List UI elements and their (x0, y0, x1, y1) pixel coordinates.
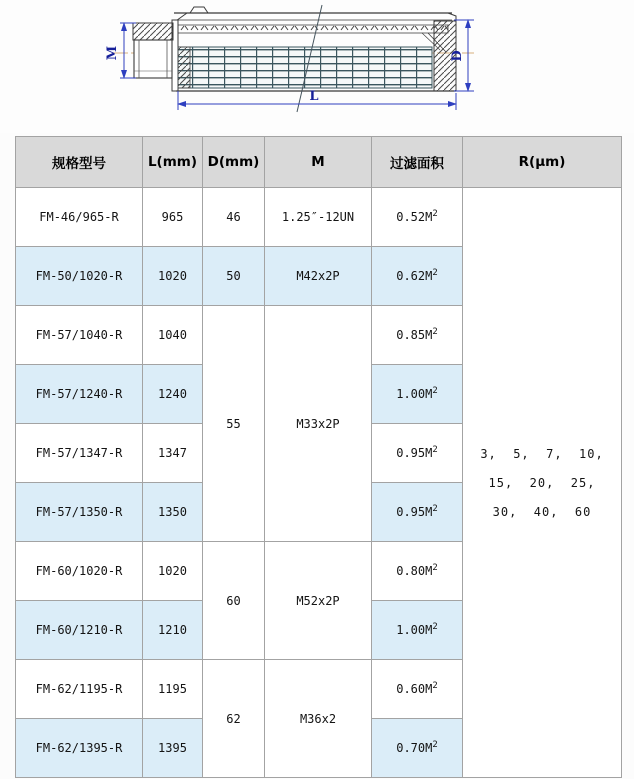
area-cell: $1.00M^2$ (372, 365, 463, 424)
perforated-band (174, 25, 448, 33)
header-l: L(mm) (143, 137, 203, 188)
header-area: 过滤面积 (372, 137, 463, 188)
model-cell: FM-57/1240-R (16, 365, 143, 424)
m-cell: M36x2 (265, 660, 372, 778)
model-cell: FM-62/1395-R (16, 719, 143, 778)
header-row (16, 137, 622, 188)
area-cell: $0.95M^2$ (372, 483, 463, 542)
r-line-2: 15, 20, 25, (488, 475, 596, 490)
area-cell: $0.62M^2$ (372, 247, 463, 306)
l-cell: 1240 (143, 365, 203, 424)
m-cell: M33x2P (265, 306, 372, 542)
area-cell: $0.70M^2$ (372, 719, 463, 778)
r-line-3: 30, 40, 60 (492, 504, 592, 519)
d-cell: 46 (203, 188, 265, 247)
l-cell: 1350 (143, 483, 203, 542)
area-cell: $0.80M^2$ (372, 542, 463, 601)
header-d: D(mm) (203, 137, 265, 188)
m-cell: 1.25″-12UN (265, 188, 372, 247)
m-cell: M52x2P (265, 542, 372, 660)
table-row (16, 188, 622, 247)
filter-element-drawing (0, 0, 634, 133)
outer-shell (173, 7, 456, 23)
model-cell: FM-60/1210-R (16, 601, 143, 660)
d-cell: 62 (203, 660, 265, 778)
l-cell: 965 (143, 188, 203, 247)
model-cell: FM-57/1347-R (16, 424, 143, 483)
l-cell: 1040 (143, 306, 203, 365)
model-cell: FM-60/1020-R (16, 542, 143, 601)
l-cell: 1195 (143, 660, 203, 719)
area-cell: $0.52M^2$ (372, 188, 463, 247)
header-model: 规格型号 (16, 137, 143, 188)
dim-label-d: D (450, 50, 465, 62)
l-cell: 1020 (143, 542, 203, 601)
l-cell: 1347 (143, 424, 203, 483)
thread-fitting (133, 23, 173, 78)
model-cell: FM-62/1195-R (16, 660, 143, 719)
mesh-left-endcap (178, 47, 190, 88)
area-cell: $0.85M^2$ (372, 306, 463, 365)
model-cell: FM-50/1020-R (16, 247, 143, 306)
d-cell: 60 (203, 542, 265, 660)
header-r: R(μm) (463, 137, 622, 188)
l-cell: 1210 (143, 601, 203, 660)
d-cell: 55 (203, 306, 265, 542)
mesh-body (178, 47, 432, 88)
m-cell: M42x2P (265, 247, 372, 306)
dim-label-l: L (309, 89, 319, 104)
l-cell: 1395 (143, 719, 203, 778)
header-m: M (265, 137, 372, 188)
filter-drawing-svg (0, 0, 634, 133)
area-cell: $0.95M^2$ (372, 424, 463, 483)
area-cell: $1.00M^2$ (372, 601, 463, 660)
area-cell: $0.60M^2$ (372, 660, 463, 719)
r-line-1: 3, 5, 7, 10, (480, 446, 604, 461)
l-cell: 1020 (143, 247, 203, 306)
model-cell: FM-46/965-R (16, 188, 143, 247)
r-values-cell (463, 188, 622, 778)
model-cell: FM-57/1350-R (16, 483, 143, 542)
d-cell: 50 (203, 247, 265, 306)
model-cell: FM-57/1040-R (16, 306, 143, 365)
spec-table (15, 136, 622, 778)
dim-label-m: M (105, 45, 120, 61)
